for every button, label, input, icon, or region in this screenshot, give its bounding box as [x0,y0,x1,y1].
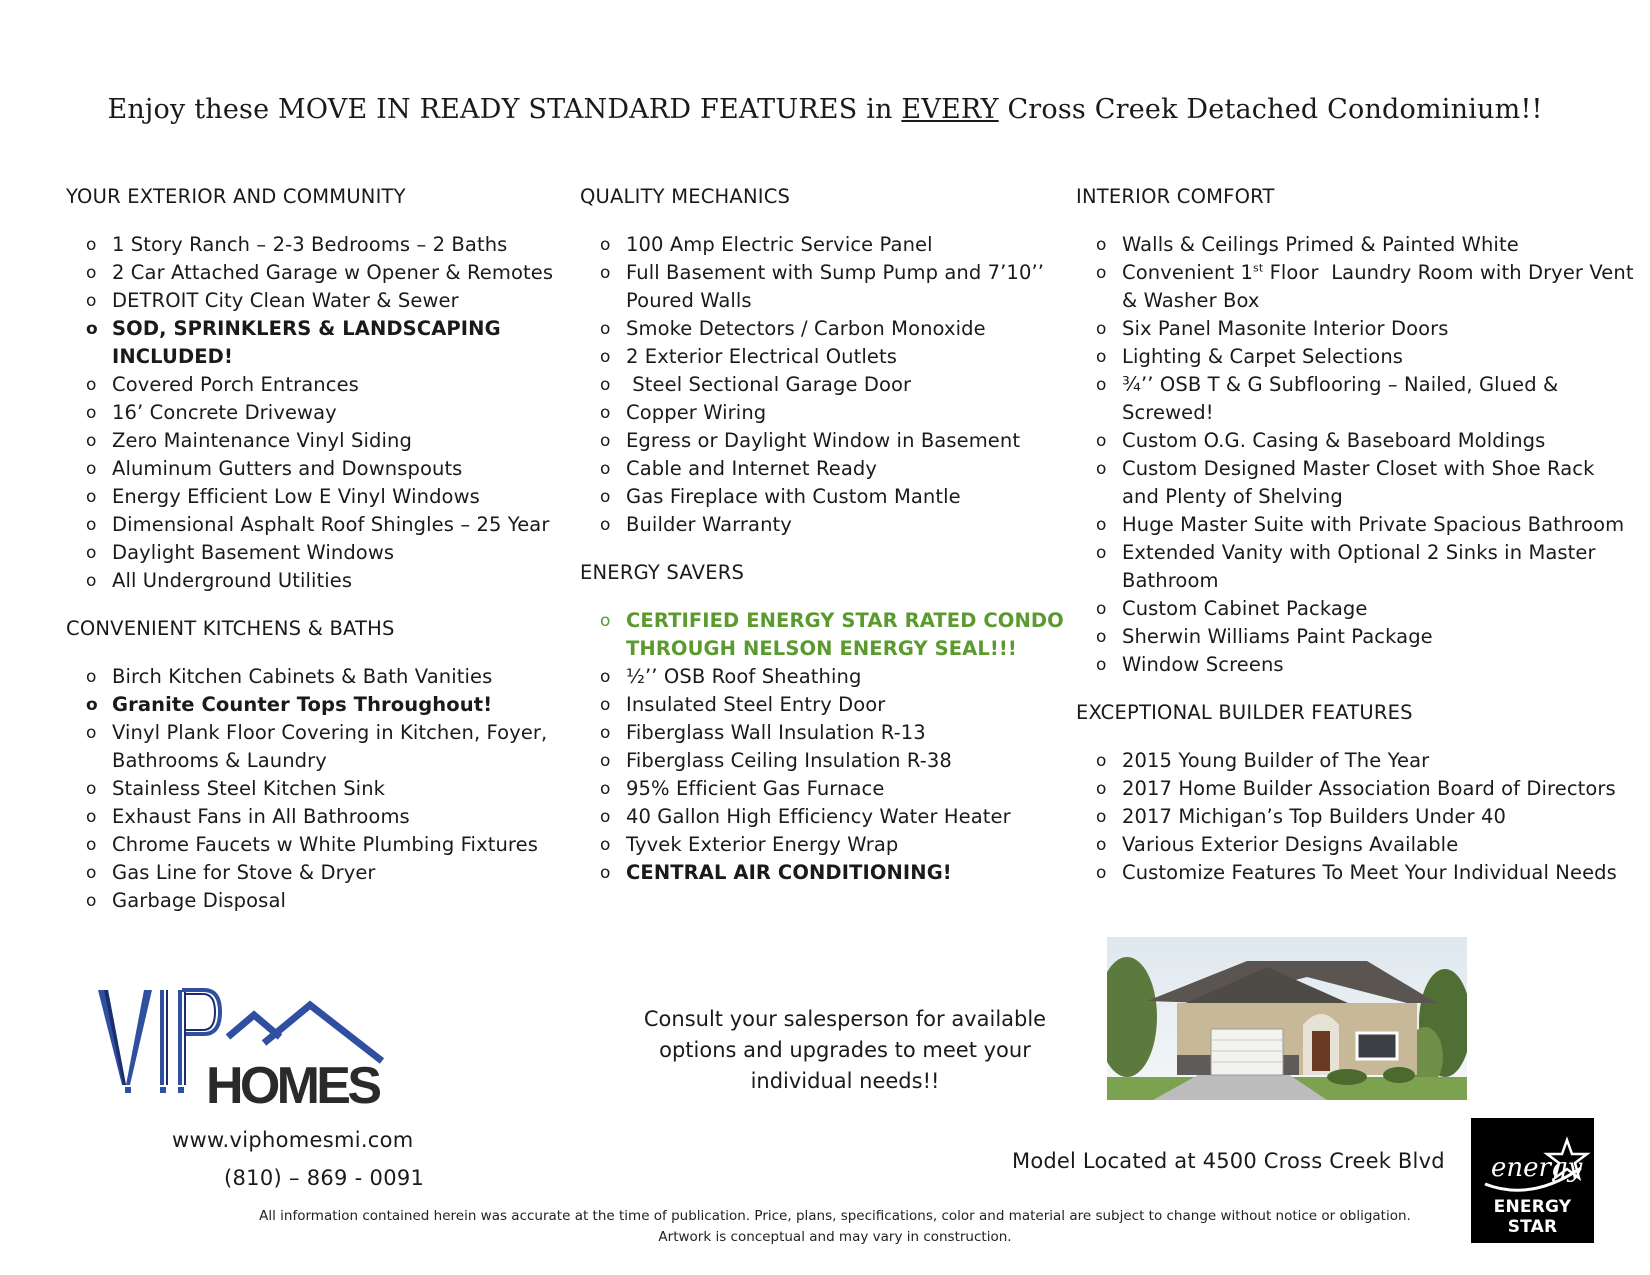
list-item: o Custom Designed Master Closet with Shoe Rack and Plenty of Shelving [1096,457,1595,508]
list-item: o SOD, SPRINKLERS & LANDSCAPING INCLUDED! [86,317,501,368]
list-item: o All Underground Utilities [66,567,566,595]
logo-brand-text: HOMES [206,1057,382,1110]
list-item: o Walls & Ceilings Primed & Painted White [1076,231,1636,259]
interior-list [1076,231,1636,679]
section-heading-interior: INTERIOR COMFORT [1076,185,1275,208]
list-item: o Various Exterior Designs Available [1076,831,1636,859]
list-item: o 2017 Michigan’s Top Builders Under 40 [1076,803,1636,831]
mechanics-list [580,231,1070,539]
list-item: o Stainless Steel Kitchen Sink [66,775,566,803]
phone-number: (810) – 869 - 0091 [224,1166,425,1190]
list-item: o Aluminum Gutters and Downspouts [66,455,566,483]
column-left [66,183,566,935]
list-item: o Granite Counter Tops Throughout! [66,691,566,719]
bullet-icon: o [600,835,611,855]
bullet-icon: o [86,807,97,827]
house-rendering-image [1107,937,1467,1100]
bullet-icon: o [1096,347,1107,367]
list-item: o Custom O.G. Casing & Baseboard Moldings [1076,427,1636,455]
bullet-icon: o [600,611,611,631]
bullet-icon: o [86,403,97,423]
bullet-icon: o [1096,779,1107,799]
list-item: o Covered Porch Entrances [66,371,566,399]
list-item: o CERTIFIED ENERGY STAR RATED CONDO THROUGH NELSON ENERGY SEAL!!! [600,609,1064,660]
bullet-icon: o [600,723,611,743]
list-item: o Birch Kitchen Cabinets & Bath Vanities [66,663,566,691]
list-item: o 16’ Concrete Driveway [66,399,566,427]
bullet-icon: o [86,667,97,687]
model-location: Model Located at 4500 Cross Creek Blvd [1012,1149,1445,1173]
bullet-icon: o [1096,515,1107,535]
bullet-icon: o [86,235,97,255]
consult-line-1: Consult your salesperson for available [643,1007,1047,1031]
bullet-icon: o [86,863,97,883]
bullet-icon: o [600,667,611,687]
list-item: o Extended Vanity with Optional 2 Sinks in Master Bathroom [1096,541,1596,592]
list-item: o Custom Cabinet Package [1076,595,1636,623]
list-item: o Huge Master Suite with Private Spacious Bathroom [1076,511,1636,539]
bullet-icon: o [86,835,97,855]
bullet-icon: o [1096,807,1107,827]
list-item: o Six Panel Masonite Interior Doors [1076,315,1636,343]
bullet-icon: o [1096,543,1107,563]
bullet-icon: o [600,347,611,367]
bullet-icon: o [1096,375,1107,395]
exterior-list [66,231,566,595]
builder-list [1076,747,1636,887]
bullet-icon: o [1096,655,1107,675]
list-item: o 100 Amp Electric Service Panel [580,231,1070,259]
bullet-icon: o [86,431,97,451]
bullet-icon: o [1096,459,1107,479]
disclaimer-line-2: Artwork is conceptual and may vary in construction. [658,1229,1012,1245]
bullet-icon: o [600,459,611,479]
consult-line-2: options and upgrades to meet your [659,1038,1031,1062]
bullet-icon: o [600,431,611,451]
list-item: o 2015 Young Builder of The Year [1076,747,1636,775]
website-link[interactable]: www.viphomesmi.com [172,1128,414,1152]
list-item: o Fiberglass Wall Insulation R-13 [580,719,1070,747]
list-item: o CENTRAL AIR CONDITIONING! [580,859,1070,887]
bullet-icon: o [600,695,611,715]
logo-graphic [96,985,406,1110]
list-item: o Egress or Daylight Window in Basement [580,427,1070,455]
energy-star-label: ENERGY STAR [1493,1197,1572,1237]
list-item: o Chrome Faucets w White Plumbing Fixtures [66,831,566,859]
list-item: o Builder Warranty [580,511,1070,539]
section-heading-mechanics: QUALITY MECHANICS [580,185,791,208]
bullet-icon: o [600,863,611,883]
list-item: o 95% Efficient Gas Furnace [580,775,1070,803]
bullet-icon: o [86,263,97,283]
bullet-icon: o [1096,863,1107,883]
bullet-icon: o [86,779,97,799]
energy-star-badge [1471,1118,1594,1243]
bullet-icon: o [86,695,98,715]
bullet-icon: o [1096,235,1107,255]
bullet-icon: o [600,263,611,283]
list-item: o Dimensional Asphalt Roof Shingles – 25 Year [66,511,566,539]
list-item: o ½’’ OSB Roof Sheathing [580,663,1070,691]
bullet-icon: o [86,543,97,563]
list-item: o Gas Fireplace with Custom Mantle [580,483,1070,511]
bullet-icon: o [86,319,98,339]
column-middle [580,183,1070,907]
list-item: o Vinyl Plank Floor Covering in Kitchen, Foyer, Bathrooms & Laundry [86,721,548,772]
energy-list [580,607,1070,887]
list-item: o 2 Car Attached Garage w Opener & Remotes [66,259,566,287]
bullet-icon: o [86,291,97,311]
section-heading-energy: ENERGY SAVERS [580,561,745,584]
list-item: o Cable and Internet Ready [580,455,1070,483]
bullet-icon: o [1096,263,1107,283]
list-item: o Garbage Disposal [66,887,566,915]
list-item: o Lighting & Carpet Selections [1076,343,1636,371]
column-right [1076,183,1636,907]
bullet-icon: o [600,235,611,255]
bullet-icon: o [1096,835,1107,855]
list-item: o Exhaust Fans in All Bathrooms [66,803,566,831]
bullet-icon: o [600,487,611,507]
list-item: o 1 Story Ranch – 2-3 Bedrooms – 2 Baths [66,231,566,259]
bullet-icon: o [86,459,97,479]
bullet-icon: o [86,723,97,743]
kitchens-list [66,663,566,915]
title-before: Enjoy these MOVE IN READY STANDARD FEATURES in [107,94,902,125]
list-item: o Sherwin Williams Paint Package [1076,623,1636,651]
section-heading-exterior: YOUR EXTERIOR AND COMMUNITY [66,185,406,208]
section-heading-kitchens: CONVENIENT KITCHENS & BATHS [66,617,395,640]
list-item: o Gas Line for Stove & Dryer [66,859,566,887]
list-item: o Smoke Detectors / Carbon Monoxide [580,315,1070,343]
list-item: o ¾’’ OSB T & G Subflooring – Nailed, Glued & Screwed! [1096,373,1559,424]
list-item: o Zero Maintenance Vinyl Siding [66,427,566,455]
bullet-icon: o [600,403,611,423]
bullet-icon: o [1096,751,1107,771]
list-item: o Convenient 1st Floor Laundry Room with Dryer Vent & Washer Box [1096,261,1634,312]
bullet-icon: o [1096,599,1107,619]
bullet-icon: o [86,891,97,911]
list-item: o Window Screens [1076,651,1636,679]
consult-note [620,1004,1070,1097]
bullet-icon: o [1096,627,1107,647]
list-item: o Tyvek Exterior Energy Wrap [580,831,1070,859]
bullet-icon: o [1096,431,1107,451]
bullet-icon: o [600,515,611,535]
list-item: o Energy Efficient Low E Vinyl Windows [66,483,566,511]
list-item: o 40 Gallon High Efficiency Water Heater [580,803,1070,831]
bullet-icon: o [600,807,611,827]
list-item: o Full Basement with Sump Pump and 7’10’’ Poured Walls [600,261,1045,312]
page-title [0,94,1650,125]
title-underlined: EVERY [901,94,999,125]
energy-script: energy [1491,1153,1583,1183]
title-after: Cross Creek Detached Condominium!! [998,94,1543,125]
list-item: o DETROIT City Clean Water & Sewer [66,287,566,315]
bullet-icon: o [86,571,97,591]
disclaimer [230,1206,1440,1248]
list-item: o Fiberglass Ceiling Insulation R-38 [580,747,1070,775]
bullet-icon: o [600,779,611,799]
disclaimer-line-1: All information contained herein was accurate at the time of publication. Price, plans, specifications, color and material are subject to change without notice or obligation. [259,1208,1411,1224]
bullet-icon: o [600,319,611,339]
bullet-icon: o [86,375,97,395]
bullet-icon: o [1096,319,1107,339]
list-item: o Steel Sectional Garage Door [580,371,1070,399]
list-item: o Customize Features To Meet Your Individual Needs [1076,859,1636,887]
list-item: o 2017 Home Builder Association Board of Directors [1076,775,1636,803]
list-item: o Copper Wiring [580,399,1070,427]
section-heading-builder: EXCEPTIONAL BUILDER FEATURES [1076,701,1413,724]
list-item: o Daylight Basement Windows [66,539,566,567]
consult-line-3: individual needs!! [750,1069,940,1093]
vip-homes-logo [96,985,406,1110]
bullet-icon: o [86,487,97,507]
bullet-icon: o [86,515,97,535]
bullet-icon: o [600,375,611,395]
list-item: o Insulated Steel Entry Door [580,691,1070,719]
bullet-icon: o [600,751,611,771]
list-item: o 2 Exterior Electrical Outlets [580,343,1070,371]
